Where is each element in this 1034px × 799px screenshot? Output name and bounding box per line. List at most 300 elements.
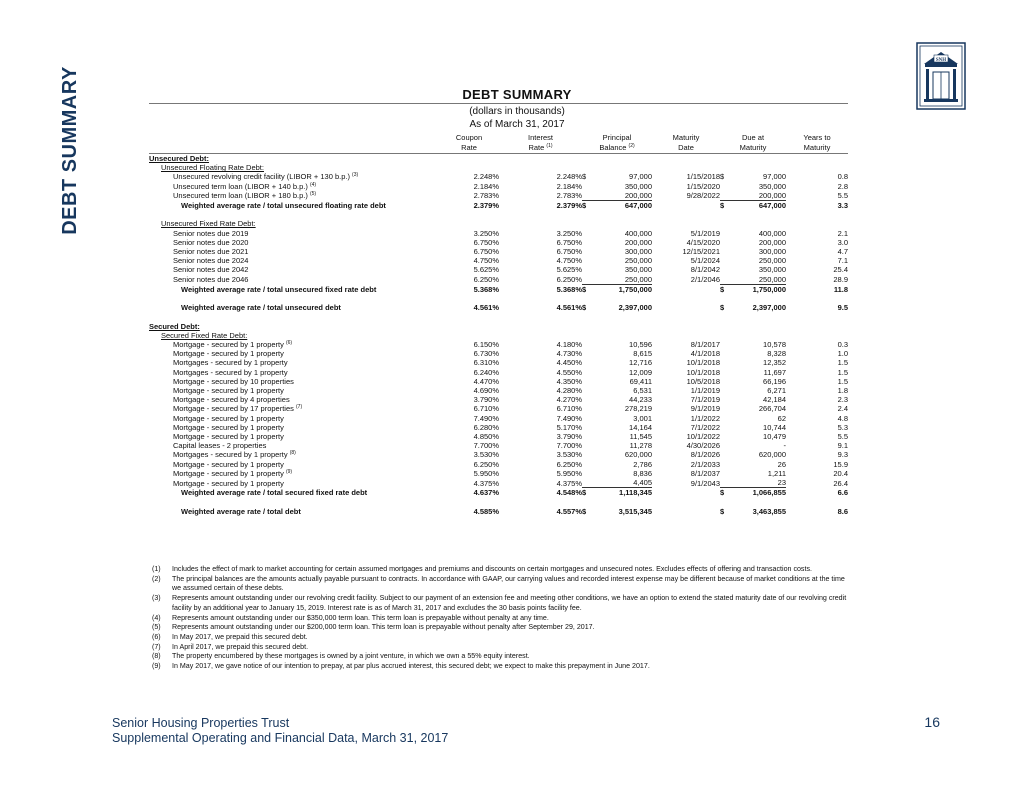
footnotes: [152, 565, 852, 672]
principal-balance: 250,000: [624, 274, 652, 284]
currency-symbol: $: [720, 172, 725, 182]
currency-symbol: $: [720, 506, 725, 516]
years-to-maturity: 9.5: [837, 303, 848, 313]
due-at-maturity: 12,352: [763, 358, 786, 368]
col-due: Due at: [741, 133, 765, 142]
due-at-maturity: 1,750,000: [752, 284, 786, 294]
footnote: [152, 662, 852, 672]
maturity-date: 2/1/2046: [690, 275, 720, 285]
maturity-date: 10/1/2022: [686, 432, 720, 442]
interest-rate: 4.561%: [556, 303, 582, 313]
page-title: DEBT SUMMARY: [462, 87, 572, 102]
secured-row: [149, 441, 848, 450]
due-at-maturity: 11,697: [763, 367, 786, 377]
secured-row: [149, 450, 848, 459]
subsection-secured-fixed: [149, 331, 848, 340]
debt-name: Mortgages - secured by 1 property: [173, 358, 288, 368]
due-at-maturity: 300,000: [758, 247, 786, 257]
interest-rate: 2.783%: [556, 191, 582, 201]
debt-name: Capital leases - 2 properties: [173, 441, 267, 451]
due-at-maturity: 10,578: [763, 340, 786, 350]
footnote-number: (9): [152, 662, 161, 671]
maturity-date: 9/1/2019: [690, 404, 720, 414]
due-at-maturity: 400,000: [758, 228, 786, 238]
due-at-maturity: 62: [777, 413, 786, 423]
due-at-maturity: 26: [777, 459, 786, 469]
years-to-maturity: 8.6: [837, 506, 848, 516]
years-to-maturity: 25.4: [833, 265, 848, 275]
footnote: [152, 652, 852, 662]
coupon-rate: 4.585%: [473, 506, 499, 516]
debt-name: Senior notes due 2042: [173, 265, 249, 275]
interest-rate: 7.490%: [556, 413, 582, 423]
principal-balance: 620,000: [624, 450, 652, 460]
maturity-date: 9/28/2022: [686, 191, 720, 201]
debt-name: Mortgage - secured by 10 properties: [173, 376, 294, 386]
secured-row: [149, 404, 848, 413]
due-at-maturity: 97,000: [763, 172, 786, 182]
title-rule: [149, 103, 848, 104]
secured-row: [149, 340, 848, 349]
debt-name: Senior notes due 2021: [173, 247, 249, 257]
years-to-maturity: 26.4: [833, 478, 848, 488]
interest-rate: 4.450%: [556, 358, 582, 368]
maturity-date: 1/15/2018: [686, 172, 720, 182]
principal-balance: 2,397,000: [618, 303, 652, 313]
debt-name: Mortgage - secured by 1 property: [173, 386, 284, 396]
years-to-maturity: 4.7: [837, 247, 848, 257]
interest-rate: 4.730%: [556, 349, 582, 359]
interest-rate: 4.548%: [556, 488, 582, 498]
footnote: [152, 633, 852, 643]
due-at-maturity: -: [783, 441, 786, 451]
debt-name: Mortgage - secured by 17 properties: [173, 404, 294, 414]
footnote-number: (6): [152, 632, 161, 641]
debt-name: Unsecured revolving credit facility (LIBOR + 130 b.p.): [173, 172, 350, 182]
col-coupon: Coupon: [455, 133, 483, 142]
maturity-date: 1/1/2022: [690, 413, 720, 423]
principal-balance: 1,118,345: [619, 488, 652, 498]
coupon-rate: 4.375%: [473, 478, 499, 488]
floating-total-row: [149, 201, 848, 210]
coupon-rate: 4.690%: [473, 386, 499, 396]
principal-balance: 12,716: [629, 358, 652, 368]
interest-rate: 5.625%: [556, 265, 582, 275]
spacer-row: [149, 294, 848, 303]
years-to-maturity: 2.8: [837, 181, 848, 191]
coupon-rate: 6.750%: [473, 237, 499, 247]
years-to-maturity: 2.1: [837, 228, 848, 238]
due-at-maturity: 266,704: [758, 404, 786, 414]
footnote-text: In May 2017, we prepaid this secured debt.: [172, 632, 308, 641]
interest-rate: 2.379%: [556, 201, 582, 211]
maturity-date: 10/1/2018: [686, 358, 720, 368]
years-to-maturity: 6.6: [837, 488, 848, 498]
coupon-rate: 5.368%: [473, 284, 499, 294]
years-to-maturity: 9.3: [837, 450, 848, 460]
currency-symbol: $: [582, 506, 587, 516]
due-at-maturity: 250,000: [758, 256, 786, 266]
secured-row: [149, 423, 848, 432]
years-to-maturity: 7.1: [837, 256, 848, 266]
coupon-rate: 6.250%: [473, 459, 499, 469]
secured-row: [149, 478, 848, 488]
coupon-rate: 4.750%: [473, 256, 499, 266]
debt-name: Weighted average rate / total unsecured fixed rate debt: [181, 284, 377, 294]
interest-rate: 6.750%: [556, 247, 582, 257]
interest-rate: 4.280%: [556, 386, 582, 396]
due-at-maturity: 3,463,855: [752, 506, 786, 516]
coupon-rate: 5.950%: [473, 468, 499, 478]
footnote-text: Represents amount outstanding under our $200,000 term loan. This term loan is prepayable without penalty after September 29, 2017.: [172, 623, 595, 632]
footnote-number: (3): [152, 594, 161, 603]
footnote-ref: (8): [289, 450, 296, 457]
principal-balance: 278,219: [624, 404, 652, 414]
footnote-text: Represents amount outstanding under our $350,000 term loan. This term loan is prepayable without penalty at any time.: [172, 613, 549, 622]
years-to-maturity: 9.1: [837, 441, 848, 451]
section-secured: [149, 322, 848, 331]
years-to-maturity: 0.8: [837, 172, 848, 182]
coupon-rate: 6.730%: [473, 349, 499, 359]
footnote: [152, 614, 852, 624]
secured-row: [149, 349, 848, 358]
fixed-row: [149, 238, 848, 247]
principal-balance: 44,233: [629, 395, 652, 405]
footnote: [152, 565, 852, 575]
principal-balance: 647,000: [624, 201, 652, 211]
due-at-maturity: 620,000: [758, 450, 786, 460]
coupon-rate: 6.710%: [473, 404, 499, 414]
coupon-rate: 7.490%: [473, 413, 499, 423]
secured-row: [149, 368, 848, 377]
footnote: [152, 594, 852, 613]
principal-balance: 3,515,345: [618, 506, 652, 516]
interest-rate: 5.950%: [556, 468, 582, 478]
interest-rate: 4.350%: [556, 376, 582, 386]
secured-row: [149, 460, 848, 469]
debt-name: Weighted average rate / total debt: [181, 506, 301, 516]
secured-row: [149, 414, 848, 423]
debt-name: Senior notes due 2046: [173, 275, 249, 285]
currency-symbol: $: [582, 172, 587, 182]
currency-symbol: $: [582, 303, 587, 313]
years-to-maturity: 1.5: [837, 376, 848, 386]
interest-rate: 5.368%: [556, 284, 582, 294]
coupon-rate: 7.700%: [473, 441, 499, 451]
maturity-date: 5/1/2024: [690, 256, 720, 266]
maturity-date: 8/1/2026: [690, 450, 720, 460]
maturity-date: 8/1/2017: [690, 340, 720, 350]
maturity-date: 4/15/2020: [686, 237, 720, 247]
currency-symbol: $: [720, 201, 725, 211]
debt-name: Unsecured term loan (LIBOR + 180 b.p.): [173, 191, 308, 201]
col-maturity: Maturity: [672, 133, 700, 142]
col-interest-2: Rate $^{(1)}$: [499, 143, 582, 154]
coupon-rate: 3.530%: [473, 450, 499, 460]
footnote-text: The principal balances are the amounts actually payable pursuant to contracts. In accordance with GAAP, our carrying values and recorded interest expense may be different because of market conditions at the time we assumed certain of these debts.: [172, 574, 845, 593]
years-to-maturity: 5.5: [837, 191, 848, 201]
side-title: DEBT SUMMARY: [58, 65, 81, 235]
years-to-maturity: 3.0: [837, 237, 848, 247]
debt-table: [149, 133, 848, 516]
years-to-maturity: 3.3: [837, 201, 848, 211]
footnote-text: In May 2017, we gave notice of our intention to prepay, at par plus accrued interest, this secured debt; we expect to make this prepayment in June 2017.: [172, 662, 650, 671]
years-to-maturity: 2.3: [837, 395, 848, 405]
interest-rate: 3.790%: [556, 432, 582, 442]
maturity-date: 4/30/2026: [686, 441, 720, 451]
currency-symbol: $: [582, 488, 587, 498]
interest-rate: 2.248%: [556, 172, 582, 182]
currency-symbol: $: [582, 201, 587, 211]
coupon-rate: 3.250%: [473, 228, 499, 238]
spacer-row: [149, 210, 848, 219]
footnote-number: (4): [152, 613, 161, 622]
fixed-row: [149, 247, 848, 256]
interest-rate: 2.184%: [556, 181, 582, 191]
principal-balance: 1,750,000: [618, 284, 652, 294]
spacer-row: [149, 312, 848, 321]
due-at-maturity: 1,211: [767, 468, 786, 478]
interest-rate: 4.750%: [556, 256, 582, 266]
due-at-maturity: 23: [777, 478, 786, 488]
debt-name: Mortgage - secured by 4 properties: [173, 395, 290, 405]
years-to-maturity: 5.3: [837, 422, 848, 432]
footnote-number: (8): [152, 652, 161, 661]
floating-row: [149, 172, 848, 181]
debt-name: Mortgage - secured by 1 property: [173, 459, 284, 469]
floating-row: [149, 182, 848, 191]
principal-balance: 350,000: [624, 181, 652, 191]
interest-rate: 3.250%: [556, 228, 582, 238]
secured-row: [149, 432, 848, 441]
interest-rate: 6.750%: [556, 237, 582, 247]
subsection-unsecured-fixed: [149, 219, 848, 228]
principal-balance: 69,411: [629, 376, 652, 386]
principal-balance: 400,000: [624, 228, 652, 238]
due-at-maturity: 200,000: [758, 237, 786, 247]
currency-symbol: $: [582, 284, 587, 294]
principal-balance: 6,531: [633, 386, 652, 396]
principal-balance: 3,001: [633, 413, 652, 423]
debt-name: Senior notes due 2020: [173, 237, 249, 247]
footnote-ref: (9): [285, 468, 293, 475]
due-at-maturity: 10,479: [763, 432, 786, 442]
maturity-date: 10/5/2018: [686, 376, 720, 386]
due-at-maturity: 10,744: [763, 422, 786, 432]
coupon-rate: 2.184%: [473, 181, 499, 191]
fixed-row: [149, 275, 848, 285]
coupon-rate: 3.790%: [473, 395, 499, 405]
subsection-unsecured-fixed-label: Unsecured Fixed Rate Debt:: [161, 219, 256, 229]
principal-balance: 350,000: [624, 265, 652, 275]
principal-balance: 200,000: [624, 237, 652, 247]
fixed-row: [149, 265, 848, 274]
coupon-rate: 4.470%: [473, 376, 499, 386]
coupon-rate: 6.310%: [473, 358, 499, 368]
maturity-date: 1/15/2020: [686, 181, 720, 191]
due-at-maturity: 350,000: [758, 181, 786, 191]
principal-balance: 11,545: [629, 432, 652, 442]
debt-name: Mortgages - secured by 1 property: [173, 367, 288, 377]
footer-document: Supplemental Operating and Financial Data, March 31, 2017: [112, 731, 449, 745]
years-to-maturity: 20.4: [833, 468, 848, 478]
subsection-secured-fixed-label: Secured Fixed Rate Debt:: [161, 330, 248, 340]
debt-name: Senior notes due 2019: [173, 228, 249, 238]
col-due-2: Maturity: [720, 143, 786, 154]
subsection-unsecured-floating: [149, 163, 848, 172]
debt-name: Mortgage - secured by 1 property: [173, 349, 284, 359]
footnote-number: (7): [152, 642, 161, 651]
principal-balance: 97,000: [629, 172, 652, 182]
debt-name: Mortgage - secured by 1 property: [173, 340, 284, 350]
coupon-rate: 2.248%: [473, 172, 499, 182]
coupon-rate: 2.783%: [473, 191, 499, 201]
principal-balance: 300,000: [624, 247, 652, 257]
footnote-ref: (4): [309, 181, 317, 188]
interest-rate: 5.170%: [556, 422, 582, 432]
years-to-maturity: 2.4: [837, 404, 848, 414]
footnote-text: Represents amount outstanding under our revolving credit facility. Subject to our payment of an extension fee and meeting other conditions, we have an option to extend the stated maturity date of our revolving credit facility by an additional year to January 15, 2019. Interest rate is as of March 31, 2017 and excludes the 30 basis points facility fee.: [172, 594, 847, 612]
maturity-date: 1/1/2019: [690, 386, 720, 396]
principal-balance: 200,000: [624, 190, 652, 200]
principal-balance: 4,405: [633, 478, 652, 488]
footnote-text: In April 2017, we prepaid this secured debt.: [172, 642, 309, 651]
section-unsecured: [149, 154, 848, 164]
col-interest: Interest: [527, 133, 553, 142]
years-to-maturity: 15.9: [833, 459, 848, 469]
debt-name: Mortgage - secured by 1 property: [173, 478, 284, 488]
currency-symbol: $: [720, 303, 725, 313]
due-at-maturity: 42,184: [763, 395, 786, 405]
coupon-rate: 6.250%: [473, 275, 499, 285]
footnote-ref: (6): [285, 340, 293, 347]
years-to-maturity: 11.8: [833, 284, 848, 294]
secured-row: [149, 395, 848, 404]
maturity-date: 2/1/2033: [690, 459, 720, 469]
interest-rate: 3.530%: [556, 450, 582, 460]
col-principal-2: Balance $^{(2)}$: [582, 143, 652, 154]
section-unsecured-label: Unsecured Debt:: [149, 154, 210, 163]
principal-balance: 14,164: [629, 422, 652, 432]
interest-rate: 4.557%: [556, 506, 582, 516]
logo-text: SNH: [935, 58, 947, 63]
grand-total-row: [149, 507, 848, 516]
interest-rate: 4.270%: [556, 395, 582, 405]
page-number: 16: [924, 714, 940, 730]
debt-name: Weighted average rate / total unsecured floating rate debt: [181, 201, 386, 211]
col-maturity-2: Date: [652, 143, 720, 154]
col-coupon-2: Rate: [439, 143, 499, 154]
secured-row: [149, 358, 848, 367]
fixed-row: [149, 229, 848, 238]
coupon-rate: 5.625%: [473, 265, 499, 275]
subtitle: (dollars in thousands): [469, 106, 565, 117]
as-of-date: As of March 31, 2017: [469, 119, 565, 130]
debt-name: Senior notes due 2024: [173, 256, 249, 266]
interest-rate: 7.700%: [556, 441, 582, 451]
years-to-maturity: 1.5: [837, 367, 848, 377]
coupon-rate: 4.637%: [473, 488, 499, 498]
due-at-maturity: 200,000: [758, 190, 786, 200]
years-to-maturity: 1.5: [837, 358, 848, 368]
maturity-date: 5/1/2019: [690, 228, 720, 238]
interest-rate: 6.710%: [556, 404, 582, 414]
floating-row: [149, 191, 848, 201]
maturity-date: 4/1/2018: [690, 349, 720, 359]
years-to-maturity: 4.8: [837, 413, 848, 423]
header-row-2: [149, 143, 848, 154]
principal-balance: 11,278: [629, 441, 652, 451]
secured-row: [149, 386, 848, 395]
footnote-text: The property encumbered by these mortgages is owned by a joint venture, in which we own a 55% equity interest.: [172, 652, 530, 661]
coupon-rate: 6.750%: [473, 247, 499, 257]
interest-rate: 6.250%: [556, 459, 582, 469]
due-at-maturity: 1,066,855: [752, 488, 786, 498]
principal-balance: 8,615: [633, 349, 652, 359]
unsecured-total-row: [149, 303, 848, 312]
years-to-maturity: 1.0: [837, 349, 848, 359]
debt-name: Unsecured term loan (LIBOR + 140 b.p.): [173, 181, 308, 191]
maturity-date: 8/1/2037: [690, 468, 720, 478]
footnote: [152, 575, 852, 594]
coupon-rate: 2.379%: [473, 201, 499, 211]
secured-total-row: [149, 488, 848, 497]
footnote-ref: (5): [309, 191, 317, 198]
due-at-maturity: 66,196: [763, 376, 786, 386]
debt-name: Mortgage - secured by 1 property: [173, 468, 284, 478]
coupon-rate: 4.561%: [473, 303, 499, 313]
col-years: Years to: [803, 133, 831, 142]
interest-rate: 4.180%: [556, 340, 582, 350]
footer-company: Senior Housing Properties Trust: [112, 716, 290, 730]
due-at-maturity: 250,000: [758, 274, 786, 284]
interest-rate: 4.375%: [556, 478, 582, 488]
principal-balance: 8,836: [633, 468, 652, 478]
debt-name: Mortgages - secured by 1 property: [173, 450, 288, 460]
footnote-number: (5): [152, 623, 161, 632]
debt-name: Weighted average rate / total secured fixed rate debt: [181, 488, 368, 498]
principal-balance: 2,786: [633, 459, 652, 469]
coupon-rate: 6.150%: [473, 340, 499, 350]
footnote-ref: (7): [296, 404, 303, 411]
coupon-rate: 6.240%: [473, 367, 499, 377]
maturity-date: 10/1/2018: [686, 367, 720, 377]
maturity-date: 7/1/2022: [690, 422, 720, 432]
footnote-number: (1): [152, 565, 161, 573]
maturity-date: 7/1/2019: [690, 395, 720, 405]
due-at-maturity: 2,397,000: [752, 303, 786, 313]
years-to-maturity: 1.8: [837, 386, 848, 396]
footnote: [152, 643, 852, 653]
coupon-rate: 4.850%: [473, 432, 499, 442]
coupon-rate: 6.280%: [473, 422, 499, 432]
principal-balance: 250,000: [624, 256, 652, 266]
debt-name: Mortgage - secured by 1 property: [173, 422, 284, 432]
footnote-ref: (3): [352, 172, 359, 179]
interest-rate: 4.550%: [556, 367, 582, 377]
principal-balance: 10,596: [629, 340, 652, 350]
col-principal: Principal: [602, 133, 632, 142]
footnote: [152, 623, 852, 633]
footnote-number: (2): [152, 574, 161, 583]
principal-balance: 12,009: [629, 367, 652, 377]
years-to-maturity: 28.9: [833, 275, 848, 285]
maturity-date: 8/1/2042: [690, 265, 720, 275]
footnote-text: Includes the effect of mark to market accounting for certain assumed mortgages and premiums and discounts on certain mortgages and unsecured notes. Excludes effects of offering and transaction costs.: [172, 565, 812, 573]
maturity-date: 9/1/2043: [690, 478, 720, 488]
currency-symbol: $: [720, 488, 725, 498]
currency-symbol: $: [720, 284, 725, 294]
